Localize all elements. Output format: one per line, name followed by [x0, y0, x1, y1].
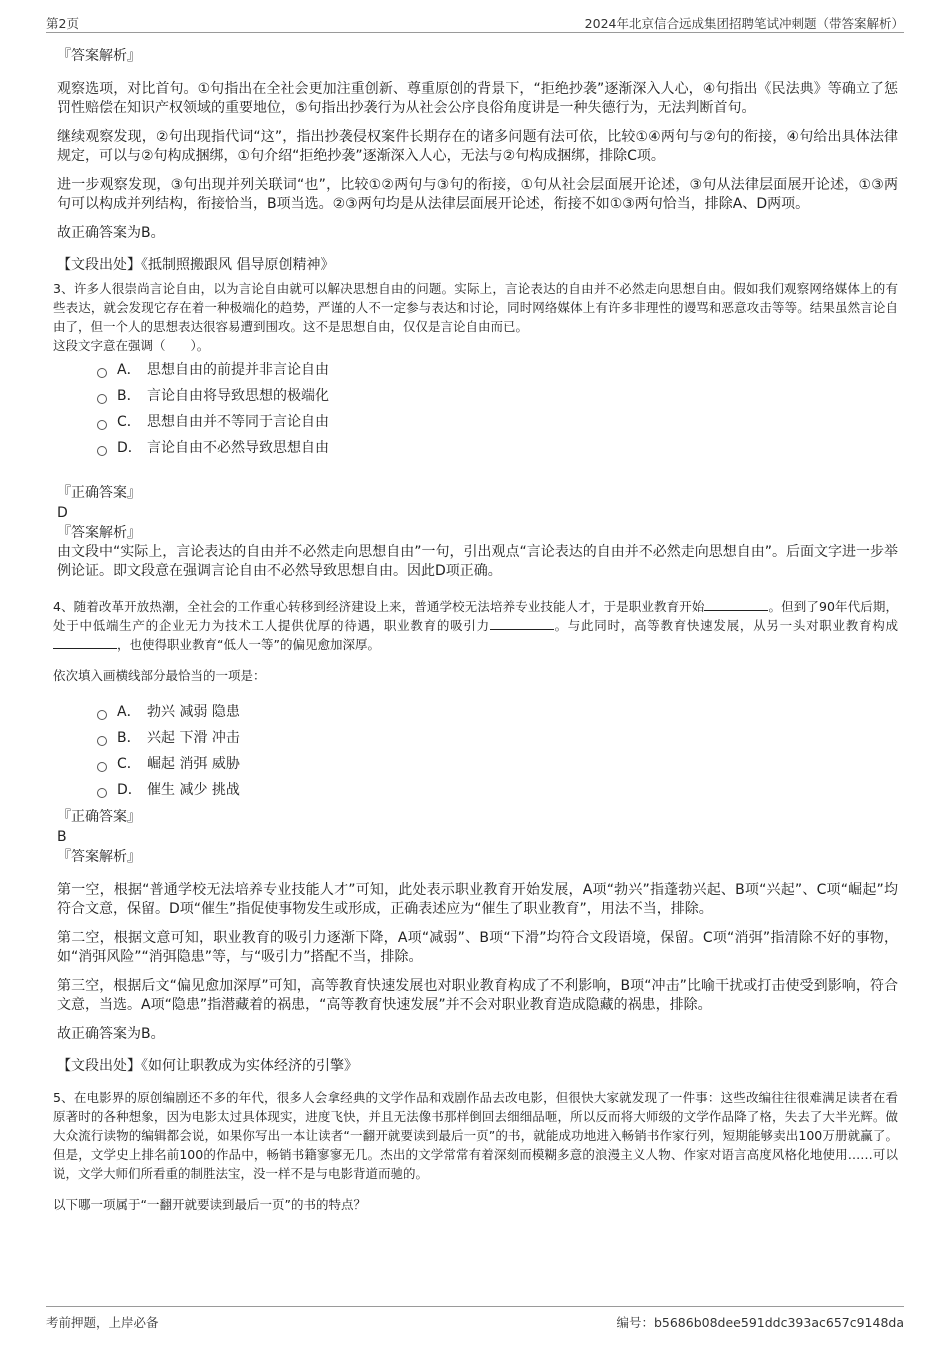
q4-option-b[interactable]: B． 兴起 下滑 冲击: [97, 725, 898, 751]
q2-analysis-conclusion: 故正确答案为B。: [57, 225, 165, 241]
fill-blank-1[interactable]: [704, 598, 768, 611]
q3-stem: 3、许多人很崇尚言论自由，以为言论自由就可以解决思想自由的问题。实际上，言论表达的自由并不必然走向思想自由。假如我们观察网络媒体上的有些表达，就会发现它存在着一种极端化的趋势，严谨的人不一定参与表达和讨论，同时网络媒体上有许多非理性的谩骂和恶意攻击等等。结果虽然言论自由了，但一个人的思想表达很容易遭到围攻。这不是思想自由，仅仅是言论自由而已。: [53, 281, 898, 334]
q4-analysis-title: 『答案解析』: [57, 849, 141, 865]
radio-icon[interactable]: [97, 394, 107, 404]
q2-analysis-title: 『答案解析』: [57, 48, 141, 64]
q3-analysis-title: 『答案解析』: [57, 525, 141, 541]
q3-ask: 这段文字意在强调（ ）。: [53, 338, 210, 353]
radio-icon[interactable]: [97, 788, 107, 798]
radio-icon[interactable]: [97, 736, 107, 746]
q3-answer-title: 『正确答案』: [57, 485, 141, 501]
q4-analysis-p3: 第三空，根据后文“偏见愈加深厚”可知，高等教育快速发展也对职业教育构成了不利影响，B项“冲击”比喻干扰或打击使受到影响，符合文意，当选。A项“隐患”指潜藏着的祸患，“高等教育快速发展”并不会对职业教育造成隐藏的祸患，排除。: [57, 978, 898, 1013]
document-body: [53, 44, 899, 1214]
q4-options: [97, 699, 898, 803]
q2-source: 【文段出处】《抵制照搬跟风 倡导原创精神》: [57, 257, 335, 273]
q4-answer: B: [57, 829, 67, 845]
document-id: 编号：b5686b08dee591ddc393ac657c9148da: [616, 1315, 904, 1330]
q3-answer: D: [57, 505, 68, 521]
radio-icon[interactable]: [97, 710, 107, 720]
radio-icon[interactable]: [97, 446, 107, 456]
q5-stem: 5、在电影界的原创编剧还不多的年代，很多人会拿经典的文学作品和戏剧作品去改电影，但很快大家就发现了一件事：这些改编往往很难满足读者在看原著时的各种想象，因为电影太过具体现实，进度飞快，并且无法像书那样倒回去细细品咂，所以反而将大师级的文学作品降了格，失去了大半光辉。做大众流行读物的编辑都会说，如果你写出一本让读者“一翻开就要读到最后一页”的书，就能成功地进入畅销书作家行列，短期能够卖出100万册就赢了。但是，文学史上排名前100的作品中，畅销书籍寥寥无几。杰出的文学常常有着深刻而模糊多意的浪漫主义人物、作家对语言高度风格化地使用……可以说，文学大师们所看重的制胜法宝，没一样不是与电影背道而驰的。: [53, 1090, 898, 1181]
q3-option-a[interactable]: A． 思想自由的前提并非言论自由: [97, 357, 898, 383]
q3-option-c[interactable]: C． 思想自由并不等同于言论自由: [97, 409, 898, 435]
q3-option-d[interactable]: D． 言论自由不必然导致思想自由: [97, 435, 898, 461]
q4-analysis-p2: 第二空，根据文意可知，职业教育的吸引力逐渐下降，A项“减弱”、B项“下滑”均符合文段语境，保留。C项“消弭”指清除不好的事物，如“消弭风险”“消弭隐患”等，与“吸引力”搭配不当，排除。: [57, 930, 898, 965]
radio-icon[interactable]: [97, 420, 107, 430]
q2-analysis-p2: 继续观察发现，②句出现指代词“这”，指出抄袭侵权案件长期存在的诸多问题有法可依，比较①④两句与②句的衔接，④句给出具体法律规定，可以与②句构成捆绑，①句介绍“拒绝抄袭”逐渐深入人心，无法与②句构成捆绑，排除C项。: [57, 129, 898, 164]
page-footer: [46, 1306, 904, 1335]
radio-icon[interactable]: [97, 762, 107, 772]
fill-blank-2[interactable]: [490, 617, 554, 630]
q4-option-a[interactable]: A． 勃兴 减弱 隐患: [97, 699, 898, 725]
q3-options: [97, 357, 898, 461]
q4-option-c[interactable]: C． 崛起 消弭 威胁: [97, 751, 898, 777]
footer-slogan: 考前押题，上岸必备: [46, 1315, 159, 1330]
page-header: [46, 12, 904, 33]
q4-stem: 4、随着改革开放热潮，全社会的工作重心转移到经济建设上来，普通学校无法培养专业技能人才，于是职业教育开始 。但到了90年代后期，处于中低端生产的企业无力为技术工人提供优厚的待遇，职业教育的吸引力 。与此同时，高等教育快速发展，从另一头对职业教育构成，也使得职业教育“低人一等”的偏见愈加深厚。: [53, 599, 898, 652]
q4-option-d[interactable]: D． 催生 减少 挑战: [97, 777, 898, 803]
q3-option-b[interactable]: B． 言论自由将导致思想的极端化: [97, 383, 898, 409]
q4-ask: 依次填入画横线部分最恰当的一项是：: [53, 668, 266, 683]
q4-answer-title: 『正确答案』: [57, 809, 141, 825]
q2-analysis-p1: 观察选项，对比首句。①句指出在全社会更加注重创新、尊重原创的背景下，“拒绝抄袭”逐渐深入人心，④句指出《民法典》等确立了惩罚性赔偿在知识产权领域的重要地位，⑤句指出抄袭行为从社会公序良俗角度讲是一种失德行为，无法判断首句。: [57, 81, 898, 116]
fill-blank-3[interactable]: [53, 636, 117, 649]
q3-analysis: 由文段中“实际上，言论表达的自由并不必然走向思想自由”一句，引出观点“言论表达的自由并不必然走向思想自由”。后面文字进一步举例论证。即文段意在强调言论自由不必然导致思想自由。因此D项正确。: [57, 544, 899, 579]
q5-ask: 以下哪一项属于“一翻开就要读到最后一页”的书的特点？: [53, 1197, 366, 1212]
q4-analysis-p1: 第一空，根据“普通学校无法培养专业技能人才”可知，此处表示职业教育开始发展，A项“勃兴”指蓬勃兴起、B项“兴起”、C项“崛起”均符合文意，保留。D项“催生”指促使事物发生或形成，正确表述应为“催生了职业教育”，用法不当，排除。: [57, 882, 898, 917]
q4-source: 【文段出处】《如何让职教成为实体经济的引擎》: [57, 1058, 358, 1074]
document-title: 2024年北京信合远成集团招聘笔试冲刺题（带答案解析）: [584, 16, 904, 31]
page-number: 第2页: [46, 16, 79, 31]
q2-analysis-p3: 进一步观察发现，③句出现并列关联词“也”，比较①②两句与③句的衔接，①句从社会层面展开论述，③句从法律层面展开论述，①③两句可以构成并列结构，衔接恰当，B项当选。②③两句均是从法律层面展开论述，衔接不如①③两句恰当，排除A、D两项。: [57, 177, 898, 212]
radio-icon[interactable]: [97, 368, 107, 378]
q4-analysis-conclusion: 故正确答案为B。: [57, 1026, 165, 1042]
